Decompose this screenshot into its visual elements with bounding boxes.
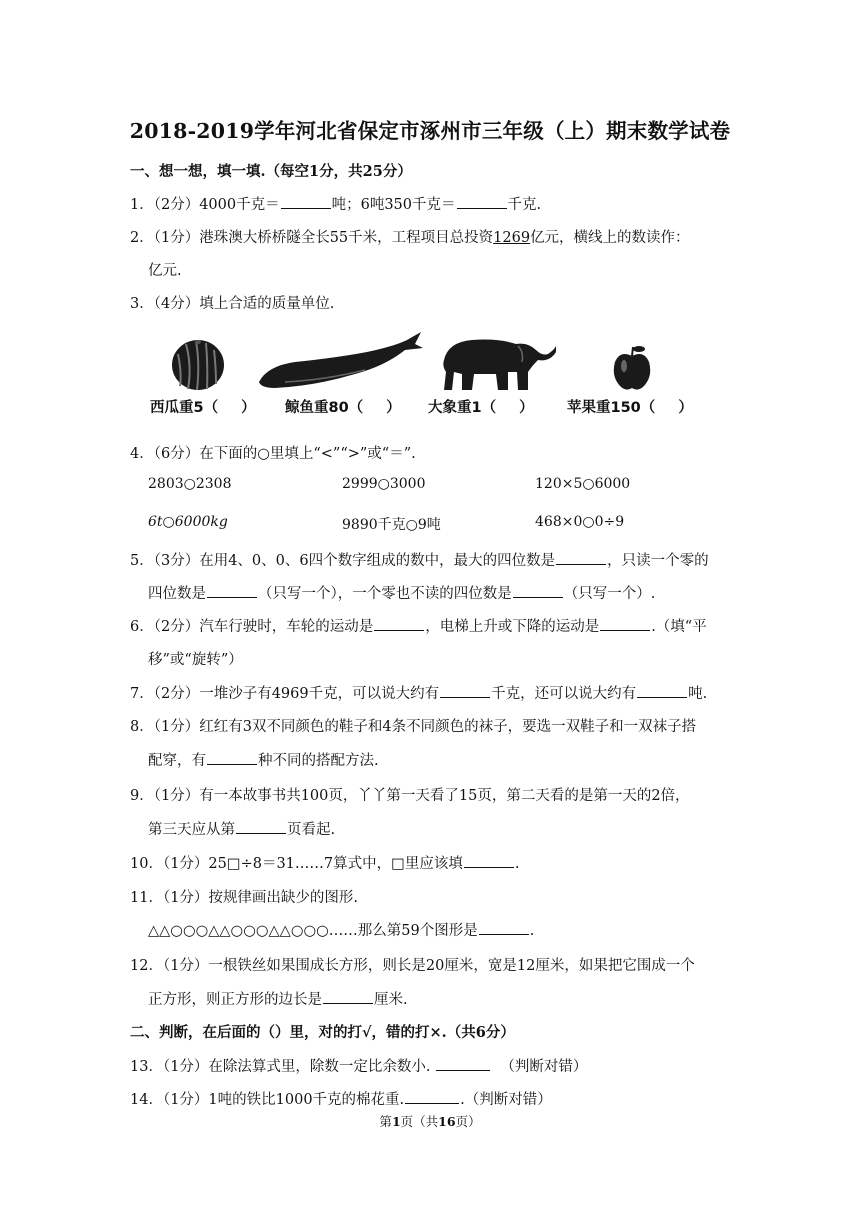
question-8-continued: 配穿，有 种不同的搭配方法. — [148, 753, 379, 769]
answer-blank[interactable] — [556, 552, 606, 565]
answer-blank[interactable] — [207, 585, 257, 598]
compare-item: 468×0○0÷9 — [535, 514, 625, 530]
page-number: 1 — [391, 1114, 401, 1129]
answer-blank[interactable] — [600, 618, 650, 631]
page-footer: 第1页（共16页） — [379, 1114, 481, 1129]
question-5-continued: 四位数是 （只写一个），一个零也不读的四位数是 （只写一个）. — [148, 586, 656, 602]
question-11-continued: △△○○○△△○○○△△○○○……那么第59个图形是 . — [148, 923, 535, 939]
question-10: 10．（1分）25□÷8＝31……7算式中，□里应该填 . — [130, 856, 520, 872]
answer-blank[interactable] — [513, 585, 563, 598]
question-9-continued: 第三天应从第 页看起. — [148, 822, 336, 838]
whale-image — [255, 330, 425, 392]
answer-blank[interactable] — [436, 1058, 490, 1071]
compare-item: 2803○2308 — [148, 476, 232, 492]
question-9: 9．（1分）有一本故事书共100页，丫丫第一天看了15页，第二天看的是第一天的2倍， — [130, 788, 690, 804]
watermelon-image — [164, 334, 232, 392]
question-3: 3．（4分）填上合适的质量单位. — [130, 296, 335, 312]
elephant-image — [438, 332, 558, 394]
compare-item: 2999○3000 — [342, 476, 426, 492]
answer-blank[interactable] — [464, 855, 514, 868]
section-1-heading: 一、想一想，填一填.（每空1分，共25分） — [130, 163, 412, 180]
question-8: 8．（1分）红红有3双不同颜色的鞋子和4条不同颜色的袜子，要选一双鞋子和一双袜子搭 — [130, 719, 697, 735]
apple-label: 苹果重150（ ） — [567, 400, 693, 416]
answer-blank[interactable] — [440, 685, 490, 698]
question-11: 11．（1分）按规律画出缺少的图形. — [130, 890, 359, 906]
answer-blank[interactable] — [374, 618, 424, 631]
compare-item: 120×5○6000 — [535, 476, 631, 492]
section-2-heading: 二、判断，在后面的（）里，对的打√，错的打×.（共6分） — [130, 1024, 515, 1041]
underlined-number: 1269 — [493, 230, 531, 246]
question-12: 12．（1分）一根铁丝如果围成长方形，则长是20厘米，宽是12厘米，如果把它围成一个 — [130, 958, 695, 974]
apple-image — [610, 344, 654, 392]
compare-item: 9890千克○9吨 — [342, 517, 441, 533]
watermelon-label: 西瓜重5（ ） — [150, 400, 256, 416]
question-5: 5．（3分）在用4、0、0、6四个数字组成的数中，最大的四位数是 ，只读一个零的 — [130, 553, 709, 569]
question-1: 1．（2分）4000千克＝ 吨；6吨350千克＝ 千克. — [130, 197, 542, 213]
answer-blank[interactable] — [457, 196, 507, 209]
page-total: 16 — [438, 1114, 456, 1129]
question-6-continued: 移”或“旋转”） — [148, 652, 243, 668]
answer-blank[interactable] — [405, 1091, 459, 1104]
question-2: 2．（1分）港珠澳大桥桥隧全长55千米，工程项目总投资1269亿元，横线上的数读作： — [130, 230, 690, 246]
answer-blank[interactable] — [479, 922, 529, 935]
answer-blank[interactable] — [281, 196, 331, 209]
answer-blank[interactable] — [323, 991, 373, 1004]
question-7: 7．（2分）一堆沙子有4969千克，可以说大约有 千克，还可以说大约有 吨. — [130, 686, 708, 702]
question-13: 13．（1分）在除法算式里，除数一定比余数小. （判断对错） — [130, 1059, 588, 1075]
question-12-continued: 正方形，则正方形的边长是 厘米. — [148, 992, 408, 1008]
elephant-label: 大象重1（ ） — [428, 400, 534, 416]
question-4: 4．（6分）在下面的○里填上“<”“>”或“＝”. — [130, 446, 416, 462]
page-title: 2018-2019学年河北省保定市涿州市三年级（上）期末数学试卷 — [129, 119, 731, 143]
question-6: 6．（2分）汽车行驶时，车轮的运动是 ，电梯上升或下降的运动是 .（填“平 — [130, 619, 707, 635]
answer-blank[interactable] — [207, 752, 257, 765]
answer-blank[interactable] — [236, 821, 286, 834]
question-14: 14．（1分）1吨的铁比1000千克的棉花重. .（判断对错） — [130, 1092, 552, 1108]
answer-blank[interactable] — [637, 685, 687, 698]
compare-item: 6t○6000kg — [148, 514, 228, 530]
question-2-continued: 亿元. — [148, 263, 182, 279]
whale-label: 鲸鱼重80（ ） — [285, 400, 401, 416]
